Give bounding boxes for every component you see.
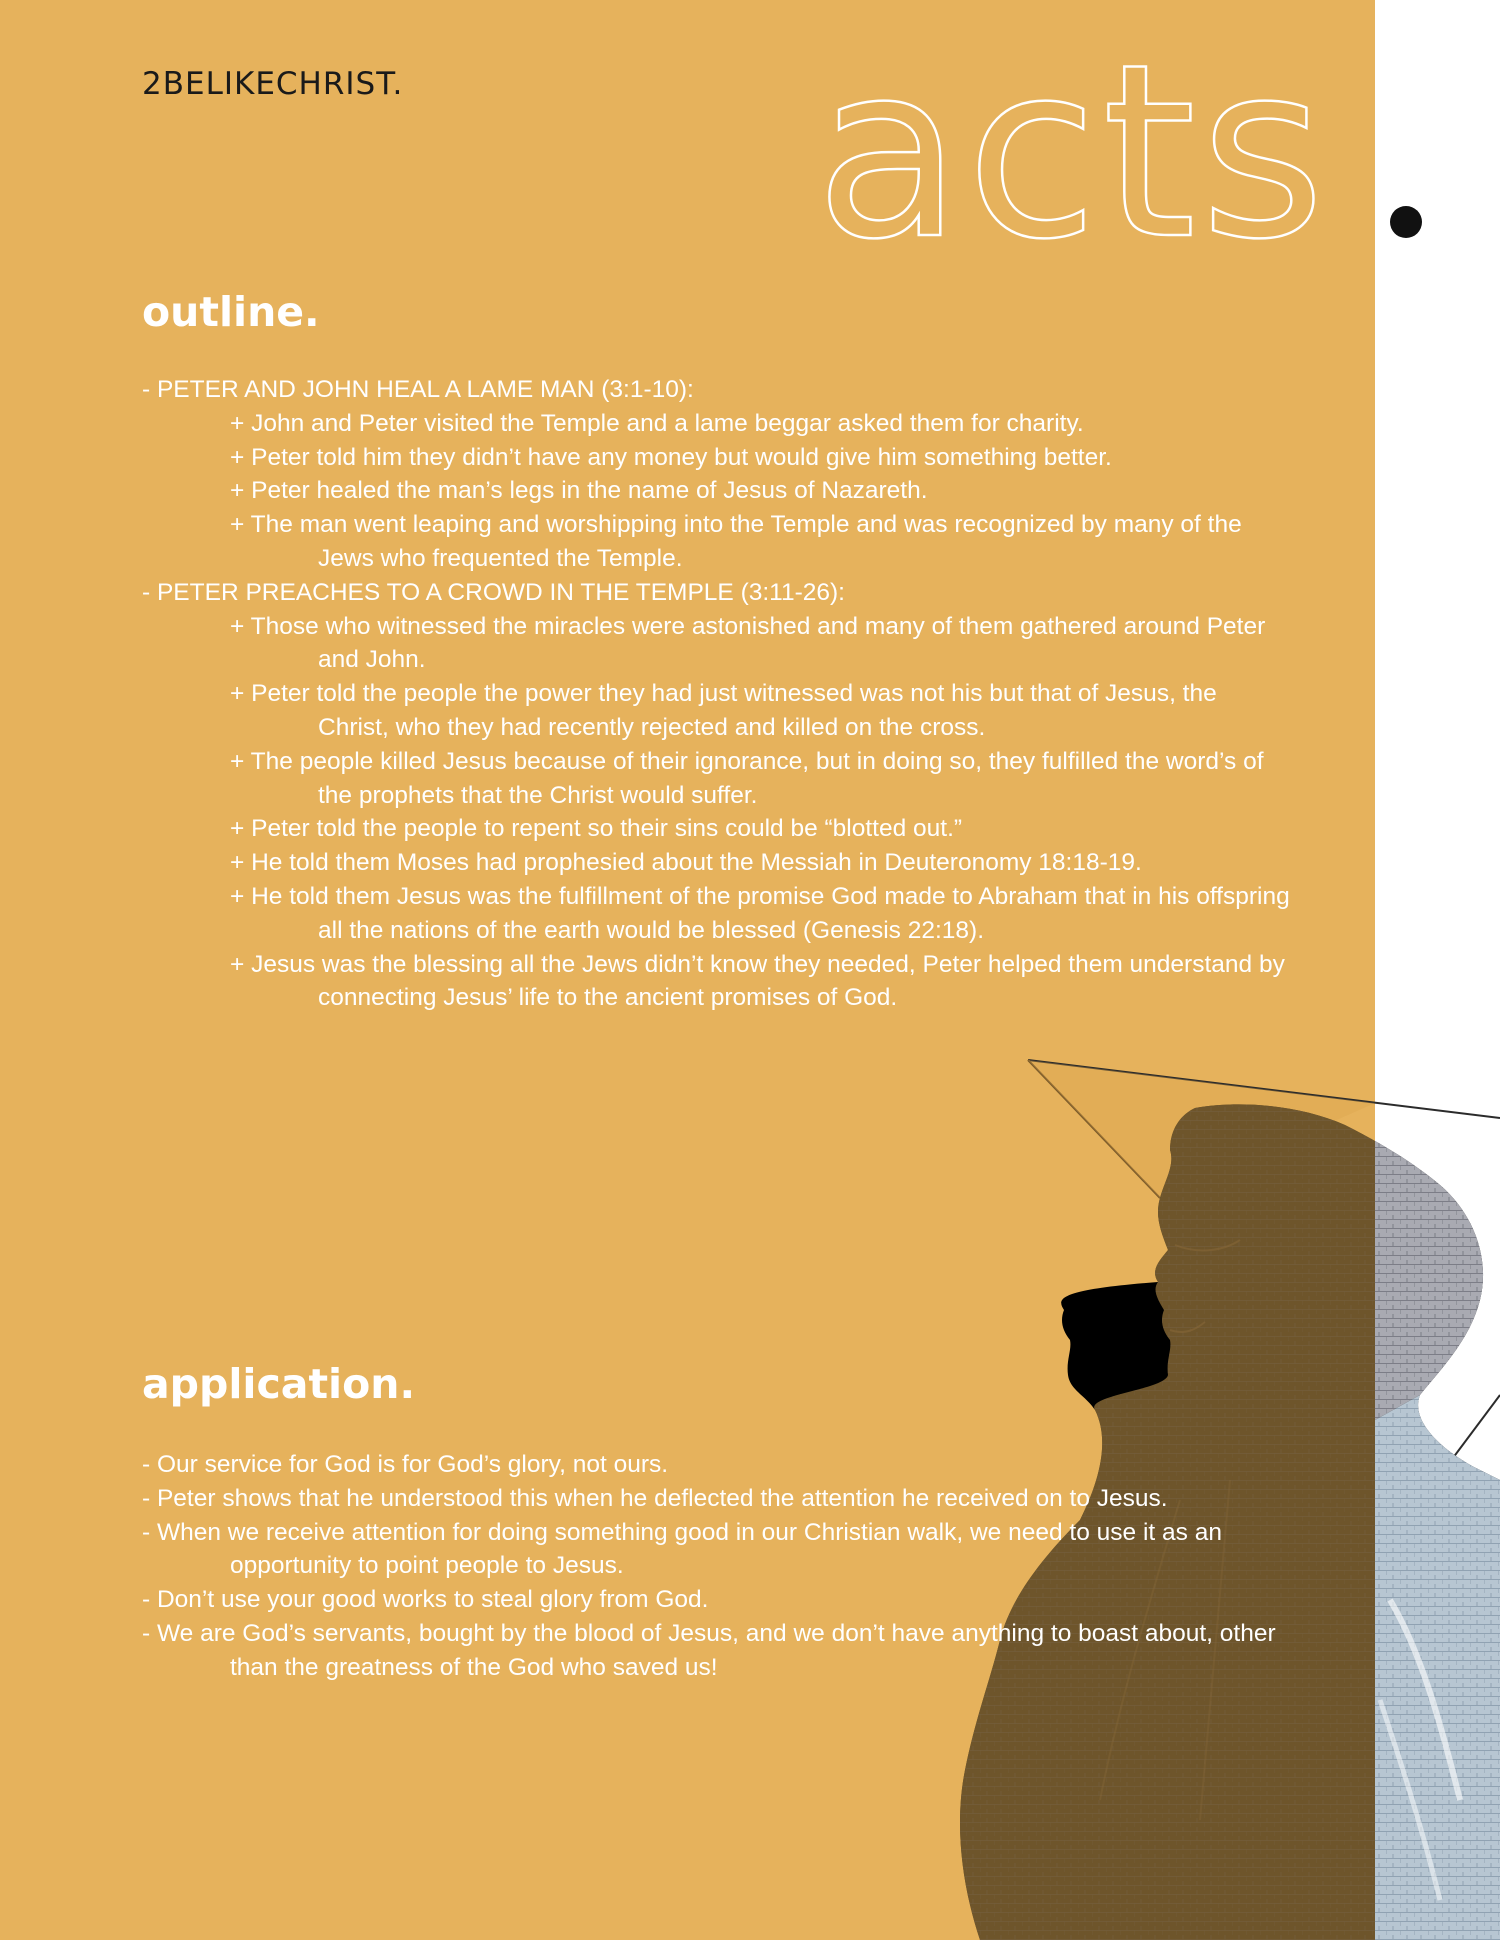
list-item: - Peter shows that he understood this when he deflected the attention he received on to Jesus. (142, 1484, 1168, 1512)
list-item: + The man went leaping and worshipping into the Temple and was recognized by many of the Jews who frequented the Temple. (230, 511, 1242, 572)
page-title (0, 0, 1500, 300)
list-item: + Peter told the people to repent so their sins could be “blotted out.” (230, 815, 963, 843)
outline-list (142, 373, 1292, 1015)
list-item: - PETER AND JOHN HEAL A LAME MAN (3:1-10): (142, 376, 694, 403)
list-item: + He told them Jesus was the fulfillment of the promise God made to Abraham that in his offspring all the nations of the earth would be blessed (Genesis 22:18). (230, 882, 1290, 944)
application-list (142, 1448, 1292, 1685)
list-item: - Our service for God is for God’s glory, not ours. (142, 1451, 669, 1478)
list-item: + Peter told him they didn’t have any money but would give him something better. (230, 443, 1112, 471)
list-item: + The people killed Jesus because of their ignorance, but in doing so, they fulfilled the word’s of the prophets that the Christ would suffer. (230, 747, 1264, 809)
list-item: - We are God’s servants, bought by the blood of Jesus, and we don’t have anything to boast about, other than the greatness of the God who saved us! (142, 1619, 1276, 1681)
list-item: + Peter told the people the power they had just witnessed was not his but that of Jesus, the Christ, who they had recently rejected and killed on the cross. (230, 680, 1217, 741)
application-heading: application. (142, 1360, 416, 1408)
list-item: + Those who witnessed the miracles were astonished and many of them gathered around Peter and John. (230, 612, 1266, 674)
list-item: - When we receive attention for doing something good in our Christian walk, we need to use it as an opportunity to point people to Jesus. (142, 1518, 1222, 1580)
list-item: + John and Peter visited the Temple and a lame beggar asked them for charity. (230, 409, 1084, 437)
list-item: + He told them Moses had prophesied about the Messiah in Deuteronomy 18:18-19. (230, 849, 1142, 877)
list-item: + Peter healed the man’s legs in the name of Jesus of Nazareth. (230, 477, 928, 505)
list-item: + Jesus was the blessing all the Jews didn’t know they needed, Peter helped them understand by connecting Jesus’ life to the ancient promises of God. (230, 950, 1285, 1012)
list-item: - PETER PREACHES TO A CROWD IN THE TEMPLE (3:11-26): (142, 578, 845, 606)
title-text: acts (815, 12, 1330, 292)
brand-logo: 2BELIKECHRIST. (142, 66, 404, 102)
list-item: - Don’t use your good works to steal glory from God. (142, 1586, 709, 1614)
outline-heading: outline. (142, 288, 320, 336)
